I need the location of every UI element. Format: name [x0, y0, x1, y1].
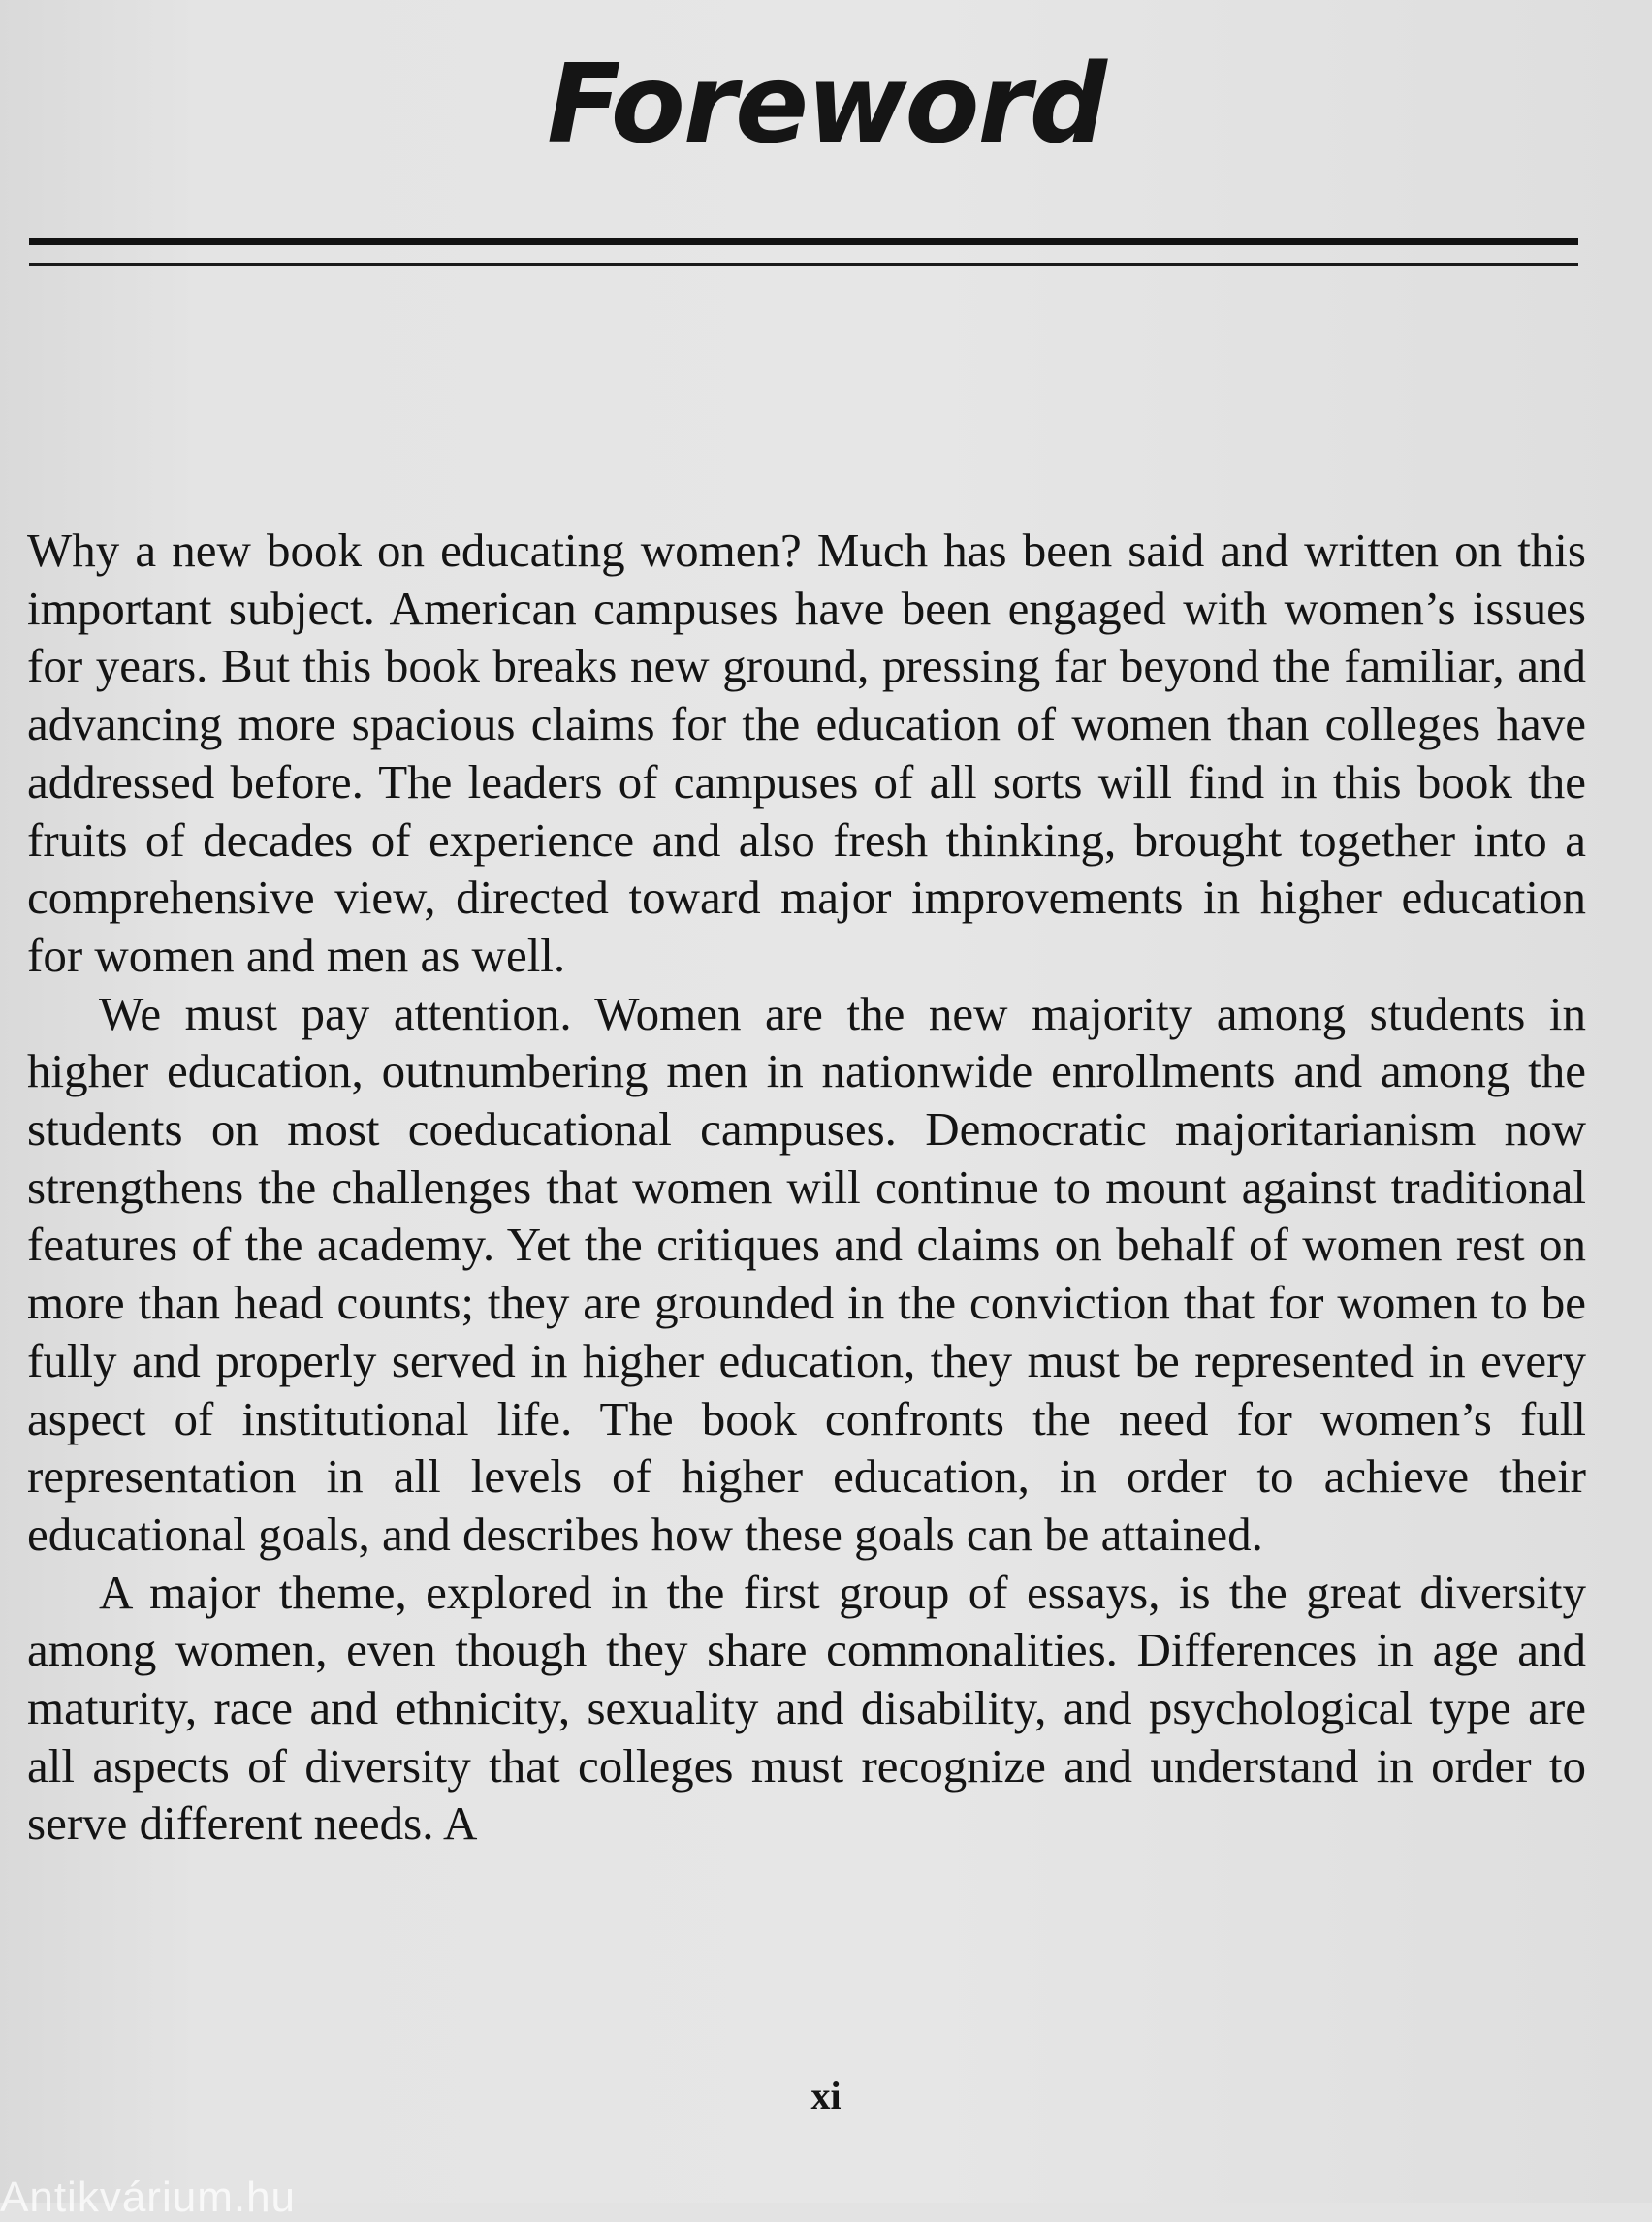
title-rule-thin: [29, 263, 1578, 266]
title-rule-thick: [29, 238, 1578, 245]
paragraph-3: A major theme, explored in the first group of essays, is the great diversity among women, even though they share commonalities. Differences in age and maturity, race and ethnicity, sexuality and disability, and psychological type are all aspects of diversity that colleges must recognize and understand in order to serve different needs. A: [27, 1565, 1586, 1851]
paragraph-1: Why a new book on educating women? Much has been said and written on this important subject. American campuses have been engaged with women’s issues for years. But this book breaks new ground, pressing far beyond the familiar, and advancing more spacious claims for the education of women than colleges have addressed before. The leaders of campuses of all sorts will find in this book the fruits of decades of experience and also fresh thinking, brought together into a comprehensive view, directed toward major improvements in higher education for women and men as well.: [27, 524, 1586, 982]
page-number: xi: [810, 2074, 842, 2117]
body-text: [27, 522, 1586, 1853]
paragraph-2: We must pay attention. Women are the new majority among students in higher education, outnumbering men in nationwide enrollments and among the students on most coeducational campuses. Democratic majoritarianism now strengthens the challenges that women will continue to mount against traditional features of the academy. Yet the critiques and claims on behalf of women rest on more than head counts; they are grounded in the conviction that for women to be fully and properly served in higher education, they must be represented in every aspect of institutional life. The book confronts the need for women’s full representation in all levels of higher education, in order to achieve their educational goals, and describes how these goals can be attained.: [27, 986, 1586, 1561]
page-title: Foreword: [547, 42, 1105, 168]
watermark: Antikvárium.hu: [0, 2174, 297, 2221]
